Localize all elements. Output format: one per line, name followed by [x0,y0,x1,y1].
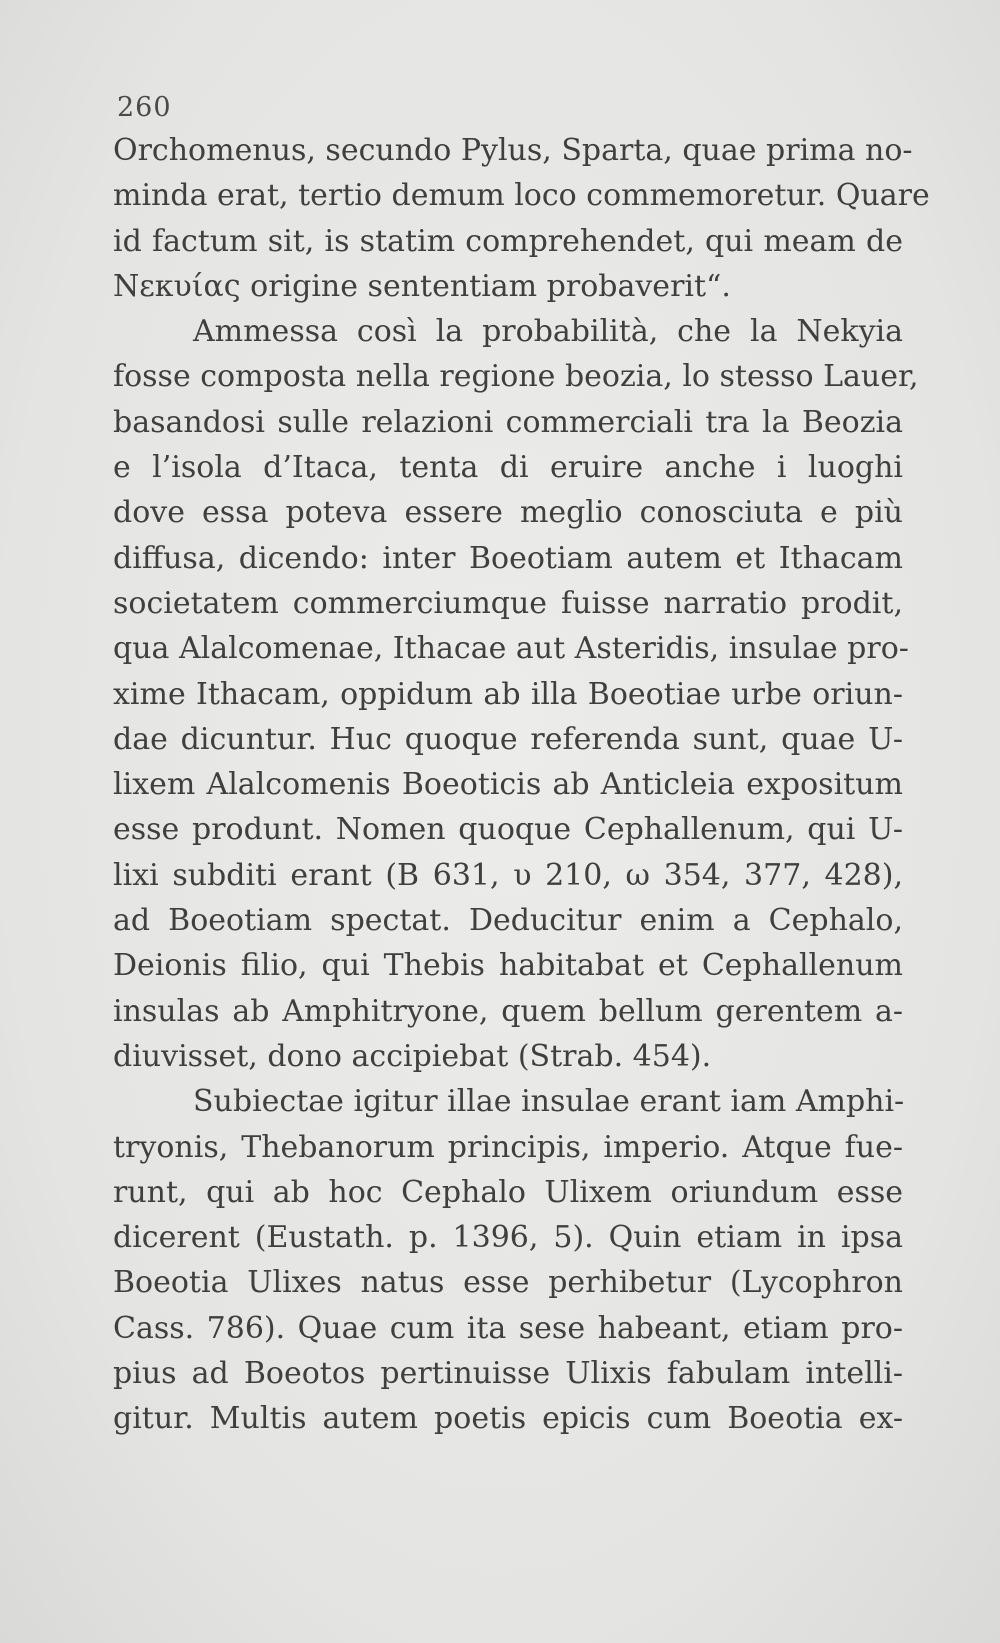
text-line: xime Ithacam, oppidum ab illa Boeotiae urbe oriun- [113,676,903,712]
text-line: dicerent (Eustath. p. 1396, 5). Quin etiam in ipsa [113,1220,903,1256]
text-line: qua Alalcomenae, Ithacae aut Asteridis, insulae pro- [113,631,909,667]
text-line: lixem Alalcomenis Boeoticis ab Anticleia expositum [113,767,903,803]
text-line: id factum sit, is statim comprehendet, qui meam de [113,223,903,259]
text-line: minda erat, tertio demum loco commemoretur. Quare [113,178,930,214]
paragraph-start-line: Ammessa così la probabilità, che la Nekyia [193,314,903,350]
text-line: runt, qui ab hoc Cephalo Ulixem oriundum esse [113,1174,903,1210]
text-line: diffusa, dicendo: inter Boeotiam autem et Ithacam [113,540,903,576]
text-line: pius ad Boeotos pertinuisse Ulixis fabulam intelli- [113,1356,903,1392]
text-line: basandosi sulle relazioni commerciali tra la Beozia [113,404,903,440]
text-line: diuvisset, dono accipiebat (Strab. 454). [113,1038,712,1074]
text-line: Cass. 786). Quae cum ita sese habeant, etiam pro- [113,1310,903,1346]
text-line: lixi subditi erant (B 631, υ 210, ω 354, 377, 428), [113,857,903,893]
text-line: dae dicuntur. Huc quoque referenda sunt, quae U- [113,721,903,757]
text-line: ad Boeotiam spectat. Deducitur enim a Cephalo, [113,903,903,939]
text-line: Νεκυίας origine sententiam probaverit“. [113,268,731,304]
text-line: societatem commerciumque fuisse narratio prodit, [113,585,903,621]
text-line: tryonis, Thebanorum principis, imperio. Atque fue- [113,1129,903,1165]
text-line: e l’isola d’Itaca, tenta di eruire anche i luoghi [113,450,903,486]
paragraph-start-line: Subiectae igitur illae insulae erant iam Amphi- [193,1084,905,1120]
page-number: 260 [117,92,172,123]
body-text [113,128,930,1442]
text-line: insulas ab Amphitryone, quem bellum gerentem a- [113,993,903,1029]
text-line: dove essa poteva essere meglio conosciuta e più [113,495,903,531]
text-line: Boeotia Ulixes natus esse perhibetur (Lycophron [113,1265,903,1301]
text-line: Orchomenus, secundo Pylus, Sparta, quae prima no- [113,133,913,168]
text-line: gitur. Multis autem poetis epicis cum Boeotia ex- [113,1401,903,1437]
text-line: esse produnt. Nomen quoque Cephallenum, qui U- [113,812,903,848]
text-line: Deionis filio, qui Thebis habitabat et Cephallenum [113,948,903,984]
text-line: fosse composta nella regione beozia, lo stesso Lauer, [113,359,919,395]
